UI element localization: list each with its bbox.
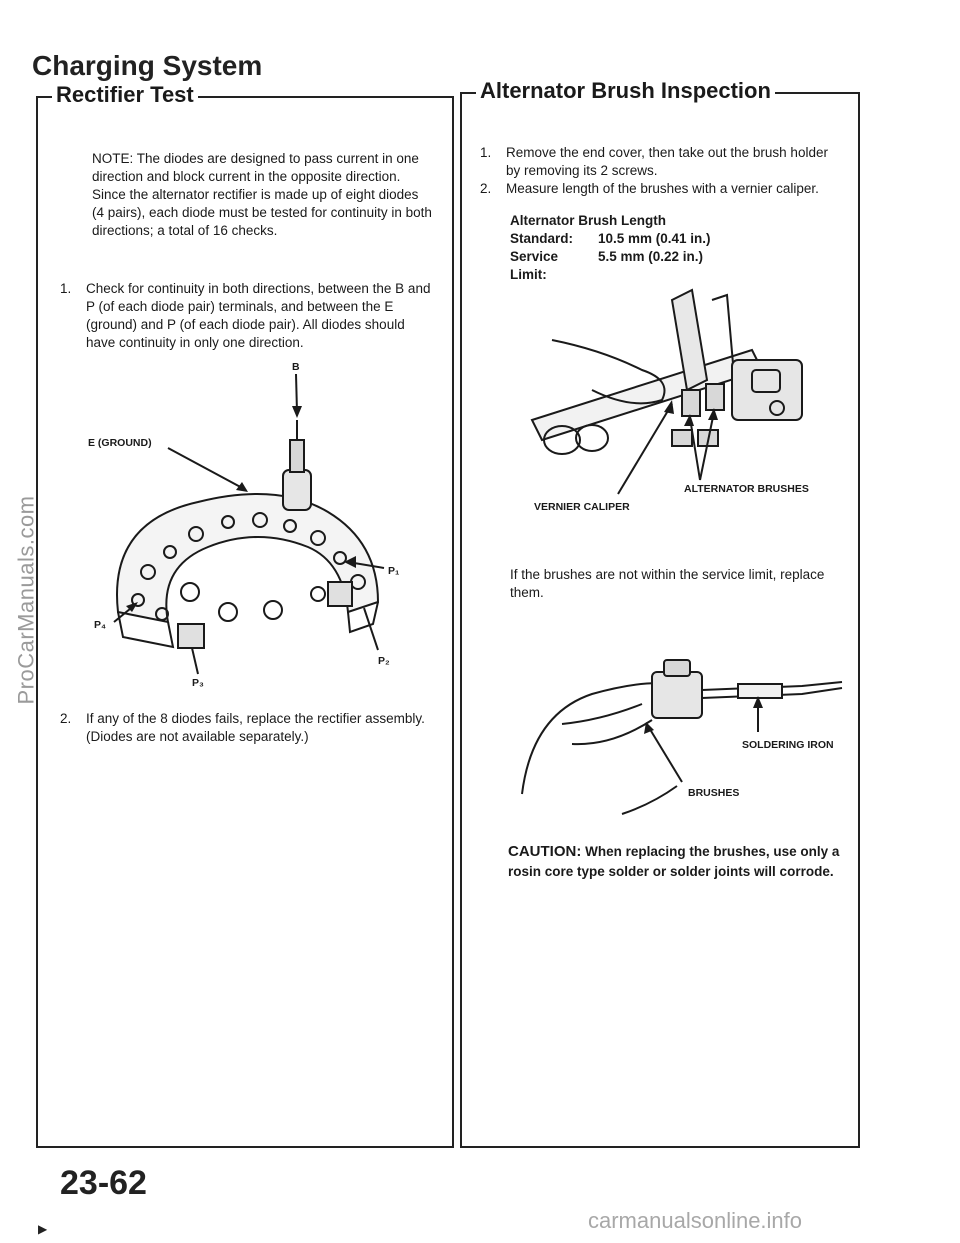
step-text: If any of the 8 diodes fails, replace the rectifier assembly. (Diodes are not available separately.) [86,711,425,744]
rectifier-diagram [78,362,418,692]
label-alternator-brushes: ALTERNATOR BRUSHES [684,483,809,495]
label-b: B [292,361,300,373]
label-p1: P₁ [388,565,400,577]
label-e-ground: E (GROUND) [88,437,152,449]
brush-step-1 [480,144,840,180]
step-text: Check for continuity in both directions, between the B and P (of each diode pair) terminals, and between the E (ground) and P (of each diode pair). All diodes should have continuity in only one direction. [86,281,431,350]
brushes-limit-text: If the brushes are not within the service limit, replace them. [510,567,825,600]
page-end-marker: ▶ [38,1222,48,1236]
step-text: Measure length of the brushes with a vernier caliper. [506,181,819,196]
side-watermark-text: ProCarManuals.com [13,495,39,705]
label-vernier-caliper: VERNIER CALIPER [534,501,630,513]
label-brushes: BRUSHES [688,787,740,799]
step-number: 1. [480,145,492,160]
rectifier-note: NOTE: The diodes are designed to pass current in one direction and block current in the opposite direction. Since the alternator rectifier is made up of eight diodes (4 pairs), each diode must be tested for continuity in both directions; a total of 16 checks. [92,151,432,238]
brush-inspection-panel [460,78,860,1148]
step-number: 1. [60,281,72,296]
caution-text: When replacing the brushes, use only a rosin core type solder or solder joints will corrode. [508,844,840,879]
spec-standard-label: Standard: [510,231,574,246]
page-title: Charging System [32,50,263,81]
rectifier-test-heading: Rectifier Test [52,82,198,108]
page-number: 23-62 [60,1164,147,1202]
brush-length-spec [510,212,711,284]
caution-label: CAUTION: [508,843,582,860]
step-number: 2. [60,711,72,726]
spec-standard-value: 10.5 mm (0.41 in.) [598,231,711,246]
label-soldering-iron: SOLDERING IRON [742,739,834,751]
label-p4: P₄ [94,619,107,631]
rectifier-test-panel [36,82,454,1148]
soldering-diagram [502,654,842,824]
spec-limit-row [510,248,711,284]
brush-measurement-diagram [522,280,822,520]
spec-limit-value: 5.5 mm (0.22 in.) [598,249,704,264]
spec-title: Alternator Brush Length [510,213,667,228]
rectifier-step-2 [60,710,432,746]
rectifier-step-1 [60,280,432,352]
label-p3: P₃ [192,677,204,689]
caution-note [508,842,848,882]
step-number: 2. [480,181,492,196]
spec-standard-row [510,230,711,248]
bottom-watermark: carmanualsonline.info [588,1208,803,1233]
spec-limit-label: Service Limit: [510,249,559,282]
label-p2: P₂ [378,655,390,667]
brush-step-2 [480,180,840,198]
brush-inspection-heading: Alternator Brush Inspection [476,78,775,104]
step-text: Remove the end cover, then take out the brush holder by removing its 2 screws. [506,145,828,178]
